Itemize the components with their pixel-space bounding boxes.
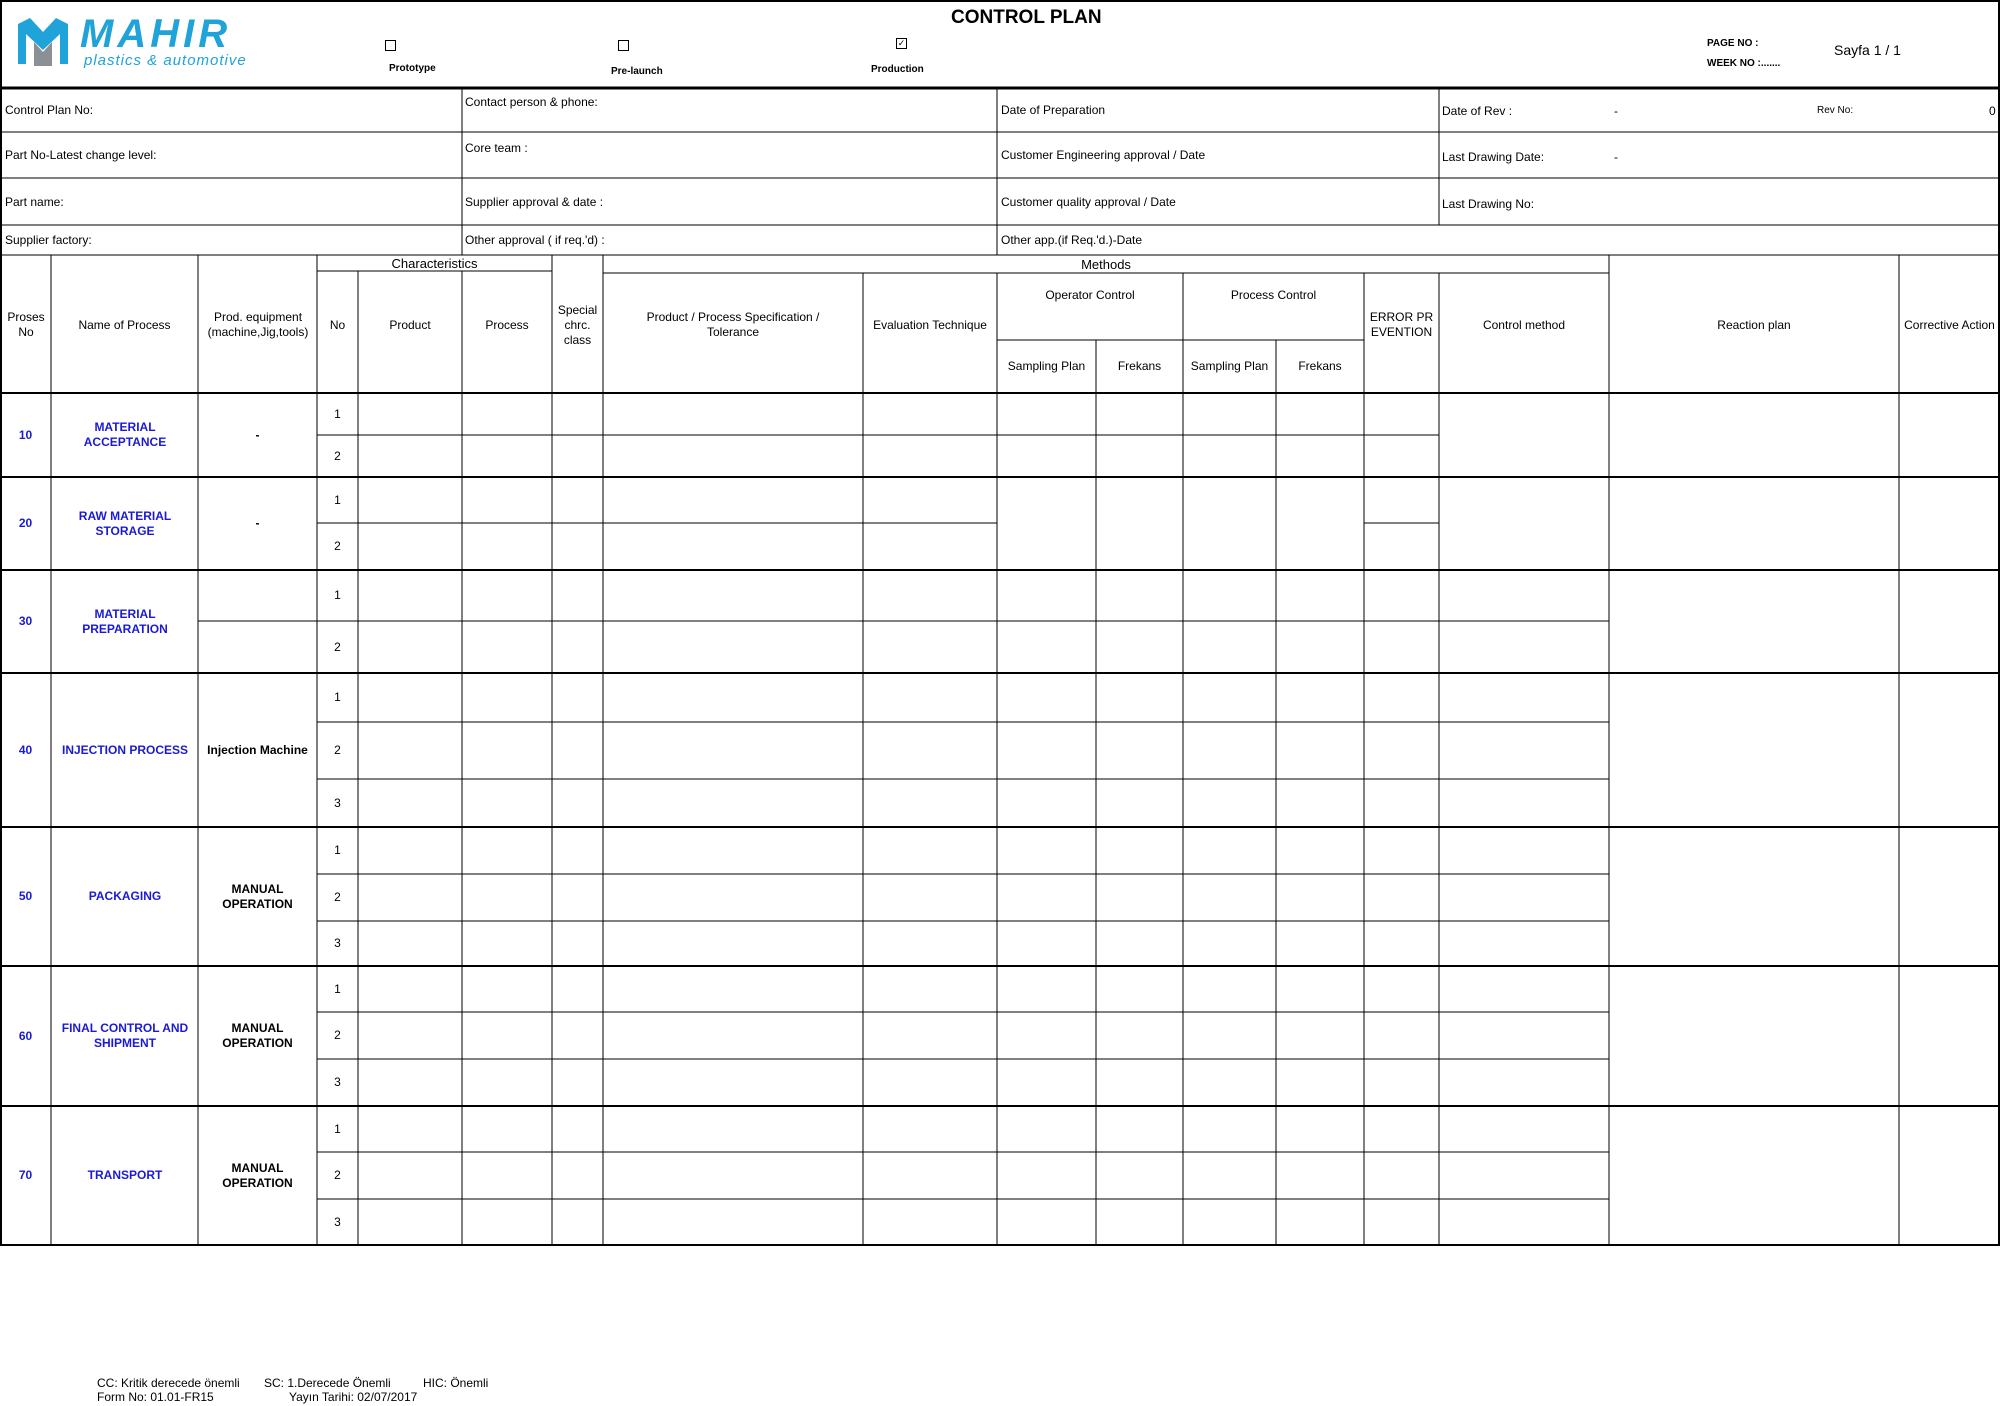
process-equipment bbox=[198, 570, 317, 673]
characteristics-header: Characteristics bbox=[391, 255, 478, 271]
legend-sc: SC: 1.Derecede Önemli bbox=[264, 1376, 391, 1390]
cust-quality-label: Customer quality approval / Date bbox=[1001, 195, 1176, 209]
page-count: Sayfa 1 / 1 bbox=[1834, 42, 1901, 58]
last-drawing-no-label: Last Drawing No: bbox=[1442, 197, 1535, 211]
col-spec-tolerance: Product / Process Specification / Tolerance bbox=[646, 310, 820, 339]
process-name: RAW MATERIAL STORAGE bbox=[78, 508, 172, 538]
cust-eng-label: Customer Engineering approval / Date bbox=[1001, 148, 1206, 162]
page-no-label: PAGE NO : bbox=[1707, 38, 1759, 49]
col-control-method: Control method bbox=[1482, 317, 1566, 332]
characteristic-no: 2 bbox=[334, 890, 341, 904]
process-equipment: - bbox=[255, 427, 260, 442]
process-equipment: - bbox=[255, 516, 260, 530]
characteristic-no: 1 bbox=[334, 843, 341, 857]
supplier-approval-label: Supplier approval & date : bbox=[465, 195, 604, 209]
control-plan-no-label: Control Plan No: bbox=[5, 103, 94, 117]
form-no: Form No: 01.01-FR15 bbox=[97, 1390, 214, 1404]
process-name: TRANSPORT bbox=[87, 1168, 163, 1182]
process-number: 50 bbox=[18, 889, 33, 903]
production-label: Production bbox=[871, 64, 924, 75]
contact-label: Contact person & phone: bbox=[465, 95, 598, 109]
characteristic-no: 1 bbox=[334, 981, 341, 996]
characteristic-no: 1 bbox=[334, 406, 341, 421]
characteristic-no: 2 bbox=[334, 1168, 341, 1182]
characteristic-no: 2 bbox=[334, 1028, 341, 1042]
characteristic-no: 3 bbox=[334, 795, 341, 810]
process-number: 20 bbox=[18, 516, 33, 530]
col-reaction-plan: Reaction plan bbox=[1717, 317, 1791, 332]
week-no-label: WEEK NO :....... bbox=[1707, 58, 1781, 69]
characteristic-no: 2 bbox=[334, 639, 341, 654]
process-equipment: Injection Machine bbox=[207, 742, 308, 757]
characteristic-no: 3 bbox=[334, 1214, 341, 1229]
process-name: INJECTION PROCESS bbox=[61, 742, 189, 757]
prelaunch-label: Pre-launch bbox=[611, 66, 663, 77]
col-product: Product bbox=[389, 317, 431, 332]
date-prep-label: Date of Preparation bbox=[1001, 103, 1106, 117]
publish-date: Yayın Tarihi: 02/07/2017 bbox=[289, 1390, 418, 1404]
legend-hic: HIC: Önemli bbox=[423, 1376, 489, 1390]
col-evaluation: Evaluation Technique bbox=[873, 317, 987, 332]
core-team-label: Core team : bbox=[465, 141, 528, 155]
characteristic-no: 1 bbox=[334, 588, 341, 602]
col-no: No bbox=[329, 317, 346, 332]
col-proses-no: Proses No bbox=[7, 310, 45, 339]
process-name: FINAL CONTROL AND SHIPMENT bbox=[61, 1021, 189, 1050]
characteristic-no: 1 bbox=[334, 1121, 341, 1136]
characteristic-no: 2 bbox=[334, 539, 341, 553]
characteristic-no: 3 bbox=[334, 1075, 341, 1089]
part-name-label: Part name: bbox=[5, 195, 64, 209]
col-error-prevention: ERROR PREVENTION bbox=[1369, 310, 1434, 339]
methods-header: Methods bbox=[1081, 256, 1131, 272]
date-rev-label: Date of Rev : bbox=[1442, 104, 1513, 118]
other-approval-label: Other approval ( if req.'d) : bbox=[465, 233, 605, 247]
characteristic-no: 2 bbox=[334, 448, 341, 463]
col-op-sampling: Sampling Plan bbox=[1007, 359, 1086, 373]
process-name: MATERIAL PREPARATION bbox=[82, 606, 168, 636]
col-pc-sampling: Sampling Plan bbox=[1190, 359, 1269, 373]
col-special: Special chrc. class bbox=[557, 302, 598, 347]
col-operator-control: Operator Control bbox=[1045, 287, 1135, 302]
col-corrective-action: Corrective Action bbox=[1904, 317, 1995, 332]
production-checkbox[interactable]: ✓ bbox=[897, 38, 906, 48]
process-number: 40 bbox=[18, 742, 33, 757]
characteristic-no: 1 bbox=[334, 492, 341, 507]
characteristic-no: 2 bbox=[334, 743, 341, 757]
col-name-of-process: Name of Process bbox=[78, 317, 171, 332]
rev-no-label: Rev No: bbox=[1817, 105, 1854, 116]
brand-name: MAHIR bbox=[80, 12, 232, 56]
col-process: Process bbox=[485, 317, 529, 332]
process-number: 70 bbox=[18, 1168, 33, 1182]
process-name: PACKAGING bbox=[88, 889, 162, 903]
brand-subtitle: plastics & automotive bbox=[84, 52, 247, 69]
process-equipment: MANUAL OPERATION bbox=[222, 881, 293, 911]
last-drawing-date-label: Last Drawing Date: bbox=[1442, 150, 1545, 164]
process-equipment: MANUAL OPERATION bbox=[222, 1160, 293, 1190]
process-equipment: MANUAL OPERATION bbox=[222, 1021, 293, 1050]
characteristic-no: 1 bbox=[334, 690, 341, 704]
col-pc-frekans: Frekans bbox=[1298, 359, 1342, 373]
process-number: 60 bbox=[18, 1028, 33, 1043]
part-no-label: Part No-Latest change level: bbox=[5, 148, 157, 162]
characteristic-no: 3 bbox=[334, 936, 341, 950]
process-number: 30 bbox=[18, 614, 33, 628]
supplier-factory-label: Supplier factory: bbox=[5, 233, 92, 247]
col-process-control: Process Control bbox=[1230, 287, 1317, 302]
date-rev-value: - bbox=[1614, 104, 1618, 118]
col-prod-equipment: Prod. equipment (machine,Jig,tools) bbox=[207, 310, 309, 339]
page-title: CONTROL PLAN bbox=[951, 7, 1102, 28]
rev-no-value: 0 bbox=[1989, 104, 1996, 118]
last-drawing-date-value: - bbox=[1614, 150, 1618, 164]
process-name: MATERIAL ACCEPTANCE bbox=[83, 420, 167, 449]
process-number: 10 bbox=[18, 427, 33, 442]
other-app-label: Other app.(if Req.'d.)-Date bbox=[1001, 233, 1143, 247]
prototype-label: Prototype bbox=[389, 63, 436, 74]
col-op-frekans: Frekans bbox=[1117, 359, 1162, 373]
legend-cc: CC: Kritik derecede önemli bbox=[97, 1376, 240, 1390]
